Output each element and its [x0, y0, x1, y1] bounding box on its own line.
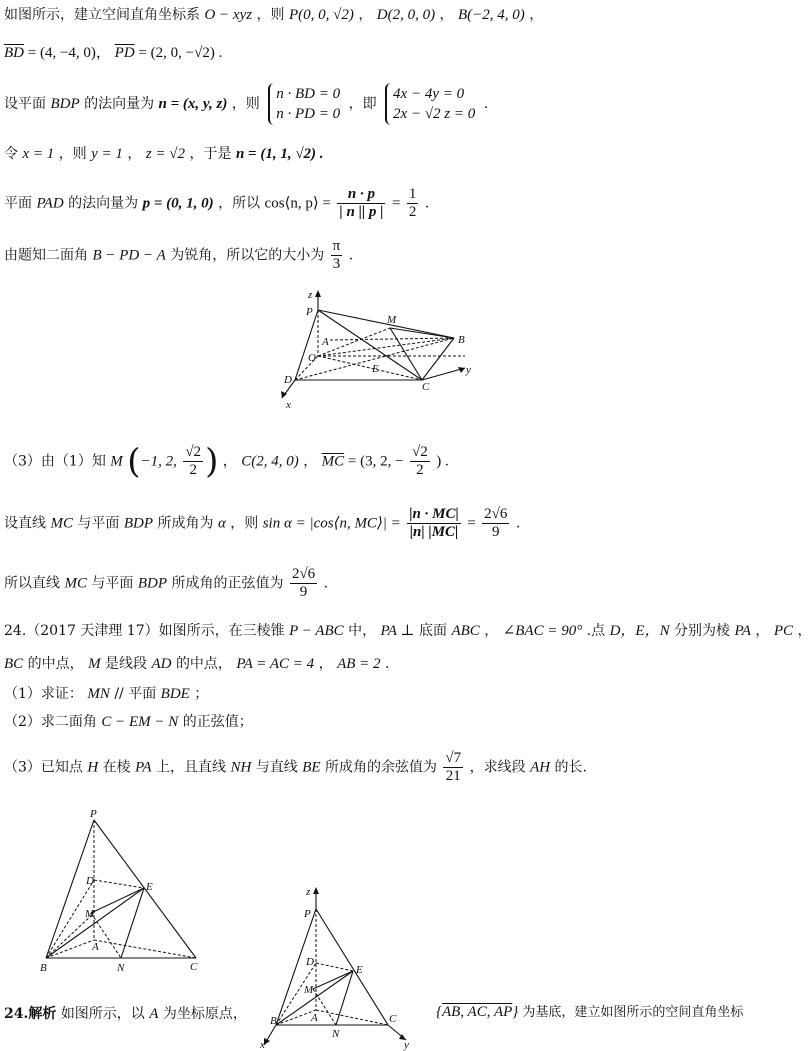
basis-set: {AB, AC, AP}: [436, 1004, 519, 1020]
label-x: x: [260, 1039, 265, 1051]
fraction: [183, 444, 203, 479]
label-A: A: [92, 941, 99, 953]
label-O: O: [308, 352, 316, 364]
text: ，于是: [189, 146, 232, 162]
label-z: z: [306, 886, 311, 898]
fraction: [407, 186, 419, 221]
figure-pyramid-1: [270, 288, 500, 413]
numerator: |n · MC|: [409, 506, 459, 522]
text: 设平面: [4, 96, 46, 112]
math: α: [217, 515, 226, 532]
line-sine-angle: [4, 506, 520, 541]
edge-PC: [94, 820, 196, 958]
solution-24-right: [436, 1003, 743, 1022]
label-y: y: [466, 364, 471, 376]
text: .: [515, 515, 521, 532]
label-B: B: [458, 334, 465, 346]
fraction: [443, 750, 463, 785]
edge-NE: [121, 888, 144, 958]
label-E: E: [146, 881, 153, 893]
edge-PB: [46, 820, 94, 958]
label-P: P: [306, 306, 313, 318]
edge-MC: [390, 328, 422, 380]
dashed-DE: [94, 880, 144, 888]
text: ，即: [348, 96, 377, 112]
math: =: [391, 195, 401, 212]
label-C: C: [190, 961, 198, 973]
math: x = 1: [22, 146, 55, 162]
edge-ME: [313, 971, 353, 989]
math: z = √2: [145, 146, 186, 162]
label-D: D: [86, 875, 94, 887]
line-coordinate-system: [4, 6, 543, 24]
text: 的正弦值；: [182, 714, 253, 730]
text: 的中点，: [27, 656, 84, 672]
math: ∠BAC = 90°: [502, 623, 583, 639]
fraction: [337, 186, 385, 221]
math: PAD: [36, 195, 64, 212]
denominator: 2: [416, 462, 424, 478]
numerator: 2√6: [484, 506, 508, 522]
text: （3）已知点: [4, 759, 83, 776]
math: =: [467, 515, 476, 532]
math: MC: [64, 575, 87, 592]
text: 底面: [418, 623, 447, 639]
edge-PD: [295, 310, 318, 380]
edge-ME: [91, 888, 144, 913]
text: （3）由（1）知: [4, 453, 106, 470]
math: AH: [530, 759, 551, 776]
label-C: C: [422, 381, 430, 393]
text: 分别为棱: [674, 623, 731, 639]
numerator: √7: [445, 750, 462, 766]
text: 所成角为: [157, 515, 214, 532]
math: B − PD − A: [92, 247, 166, 264]
text: ，则: [58, 146, 87, 162]
z-arrow: [313, 887, 319, 894]
text: ，则: [230, 515, 259, 532]
math: BE: [302, 759, 321, 776]
fraction: [290, 566, 317, 601]
text: ；: [194, 686, 209, 702]
text: ，: [127, 146, 142, 162]
paren-open: (: [127, 441, 141, 482]
label-A: A: [322, 336, 329, 348]
math: BDE: [160, 686, 190, 702]
text: （2）求二面角: [4, 714, 97, 730]
text: ，: [439, 7, 454, 23]
text: .: [424, 195, 430, 212]
label-E: E: [372, 363, 379, 375]
math: = (4, −4, 0)，: [24, 45, 111, 61]
dashed-OC: [318, 356, 422, 380]
problem-24-part-1: [4, 685, 208, 703]
math: −1, 2,: [140, 453, 177, 470]
label-D: D: [284, 374, 292, 386]
text: ，: [318, 656, 333, 672]
math: ) .: [436, 453, 449, 470]
label-y: y: [404, 1039, 409, 1051]
math: p = (0, 1, 0): [142, 195, 214, 212]
text: 上，且直线: [155, 759, 226, 776]
dashed-DE: [316, 963, 353, 971]
line-normal-vector-system: [4, 83, 488, 125]
math: PA ⊥: [380, 623, 415, 639]
problem-24-statement-cont: [4, 655, 389, 673]
text: 由题知二面角: [4, 247, 88, 264]
dashed-AC: [316, 1010, 388, 1025]
problem-24-statement: [4, 622, 811, 640]
text: 所成角的正弦值为: [171, 575, 284, 592]
fraction: [331, 238, 343, 273]
text: ，: [797, 623, 811, 639]
numerator: n · p: [337, 186, 385, 204]
label-M: M: [304, 984, 314, 996]
label-z: z: [308, 289, 313, 301]
text: ，: [222, 453, 237, 470]
line-plane-pad-normal: [4, 186, 429, 221]
text: ，则: [256, 7, 285, 23]
text: ，: [529, 7, 544, 23]
text: .: [384, 656, 390, 672]
vector-mc: $\overline{MC}$: [321, 453, 345, 470]
math: BC: [4, 656, 24, 672]
equation-row: n · BD = 0: [276, 86, 341, 102]
text: 的长.: [554, 759, 587, 776]
solution-24-left: [4, 1005, 247, 1023]
math: n = (x, y, z): [158, 96, 228, 112]
label-B: B: [40, 962, 47, 974]
math: BDP: [123, 515, 154, 532]
figure-pyramid-2: [36, 808, 216, 978]
math: AB = 2: [337, 656, 381, 672]
math: = (2, 0, −√2) .: [134, 45, 223, 61]
text: 的中点，: [175, 656, 232, 672]
text: 设直线: [4, 515, 46, 532]
text: 与平面: [91, 575, 134, 592]
basis-vectors: AB, AC, AP: [442, 1004, 513, 1020]
dashed-BA: [276, 1010, 316, 1025]
dashed-OB: [318, 338, 454, 356]
text: 与平面: [77, 515, 120, 532]
math: M: [88, 656, 101, 672]
text: 为锐角，所以它的大小为: [170, 247, 325, 264]
math: MC: [50, 515, 73, 532]
numerator: √2: [185, 444, 202, 460]
label-B: B: [270, 1015, 277, 1027]
text: 是线段: [105, 656, 148, 672]
vector-bd: $\overline{BD}$: [4, 45, 24, 61]
text: ，所以: [218, 195, 261, 212]
line-set-x: [4, 145, 324, 163]
text: 的法向量为: [84, 96, 155, 112]
text: 如图所示，建立空间直角坐标系: [4, 7, 200, 23]
text: 与直线: [255, 759, 298, 776]
math: P(0, 0, √2): [288, 7, 354, 23]
edge-MB: [390, 328, 454, 338]
math: PA: [135, 759, 152, 776]
fraction: [410, 444, 430, 479]
text: // 平面: [114, 686, 157, 702]
math: sin α = |cos⟨n, MC⟩| =: [262, 515, 401, 532]
line-conclusion: [4, 566, 328, 601]
label-A: A: [311, 1012, 318, 1024]
math: H: [87, 759, 99, 776]
math: D，E，N: [609, 623, 670, 639]
label-N: N: [332, 1028, 340, 1040]
text: 所以直线: [4, 575, 60, 592]
solution-label: 24.解析: [4, 1006, 57, 1022]
problem-24-part-2: [4, 713, 253, 731]
math: NH: [230, 759, 252, 776]
line-vectors-bd-pd: [4, 44, 222, 62]
label-E: E: [356, 964, 363, 976]
math: BDP: [50, 96, 80, 112]
text: 所成角的余弦值为: [324, 759, 437, 776]
math: M: [110, 453, 123, 470]
text: 令: [4, 146, 18, 162]
math: D(2, 0, 0): [376, 7, 436, 23]
denominator: 2: [408, 204, 417, 220]
denominator: 9: [492, 524, 500, 540]
text: 为基底，建立如图所示的空间直角坐标: [522, 1005, 744, 1020]
math: C(2, 4, 0): [241, 453, 299, 470]
dashed-BA: [46, 940, 94, 958]
math: AD: [151, 656, 172, 672]
z-arrow: [315, 290, 321, 297]
label-M: M: [85, 908, 95, 920]
math: C − EM − N: [101, 714, 179, 730]
label-M: M: [387, 314, 397, 326]
edge-PC: [316, 909, 388, 1025]
numerator: 1: [408, 186, 417, 202]
math: O − xyz: [204, 7, 253, 23]
fraction: [482, 506, 509, 541]
text: .: [483, 96, 489, 112]
text: 在棱: [102, 759, 131, 776]
line-dihedral-angle: [4, 238, 353, 273]
problem-24-part-3: [4, 750, 587, 785]
equation-row: n · PD = 0: [276, 106, 341, 122]
text: （1）求证：: [4, 686, 83, 702]
edge-CB: [422, 338, 454, 380]
equation-row: 4x − 4y = 0: [393, 86, 465, 102]
text: ，求线段: [469, 759, 526, 776]
text: .: [323, 575, 329, 592]
math: B(−2, 4, 0): [458, 7, 525, 23]
denominator: | n || p |: [339, 204, 384, 220]
vector-pd: $\overline{PD}$: [114, 45, 135, 61]
fraction: [407, 506, 461, 541]
math: PA: [734, 623, 751, 639]
text: 24.（2017 天津理 17）如图所示，在三棱锥: [4, 623, 285, 639]
denominator: |n| |MC|: [409, 524, 459, 540]
text: ，则: [231, 96, 260, 112]
math: cos⟨n, p⟩ =: [264, 195, 331, 212]
text: ，: [358, 7, 373, 23]
text: 平面: [4, 195, 32, 212]
numerator: 2√6: [291, 566, 316, 582]
math: n = (1, 1, √2) .: [235, 146, 324, 162]
label-C: C: [389, 1013, 397, 1025]
label-D: D: [306, 956, 314, 968]
label-N: N: [117, 962, 125, 974]
math: ABC: [451, 623, 480, 639]
dashed-AC: [94, 940, 196, 958]
text: 为坐标原点，: [162, 1006, 247, 1022]
math: MN: [87, 686, 110, 702]
text: .点: [586, 623, 606, 639]
line-point-m: [4, 441, 449, 482]
label-P: P: [90, 808, 97, 820]
numerator: √2: [412, 444, 428, 460]
denominator: 9: [299, 584, 308, 600]
paren-close: ): [205, 441, 219, 482]
math: PC: [773, 623, 793, 639]
equation-system-1: [268, 83, 340, 125]
text: 的法向量为: [68, 195, 139, 212]
denominator: 2: [189, 462, 197, 478]
text: ，: [755, 623, 770, 639]
text: 中，: [348, 623, 377, 639]
math: = (3, 2, −: [344, 453, 404, 470]
dashed-AB: [330, 338, 454, 340]
text: .: [348, 247, 354, 264]
label-P: P: [304, 908, 311, 920]
math: A: [149, 1006, 159, 1022]
text: 如图所示，以: [60, 1006, 145, 1022]
y-axis: [422, 368, 465, 380]
numerator: π: [332, 238, 341, 254]
equation-system-2: [385, 83, 475, 125]
text: ，: [303, 453, 318, 470]
figure-pyramid-3: [258, 885, 418, 1051]
denominator: 3: [332, 256, 341, 272]
denominator: 21: [445, 768, 461, 784]
math: P − ABC: [289, 623, 344, 639]
math: y = 1: [91, 146, 123, 162]
equation-row: 2x − √2 z = 0: [393, 106, 476, 122]
text: ，: [484, 623, 499, 639]
math: PA = AC = 4: [236, 656, 315, 672]
label-x: x: [286, 399, 291, 411]
math: BDP: [137, 575, 168, 592]
